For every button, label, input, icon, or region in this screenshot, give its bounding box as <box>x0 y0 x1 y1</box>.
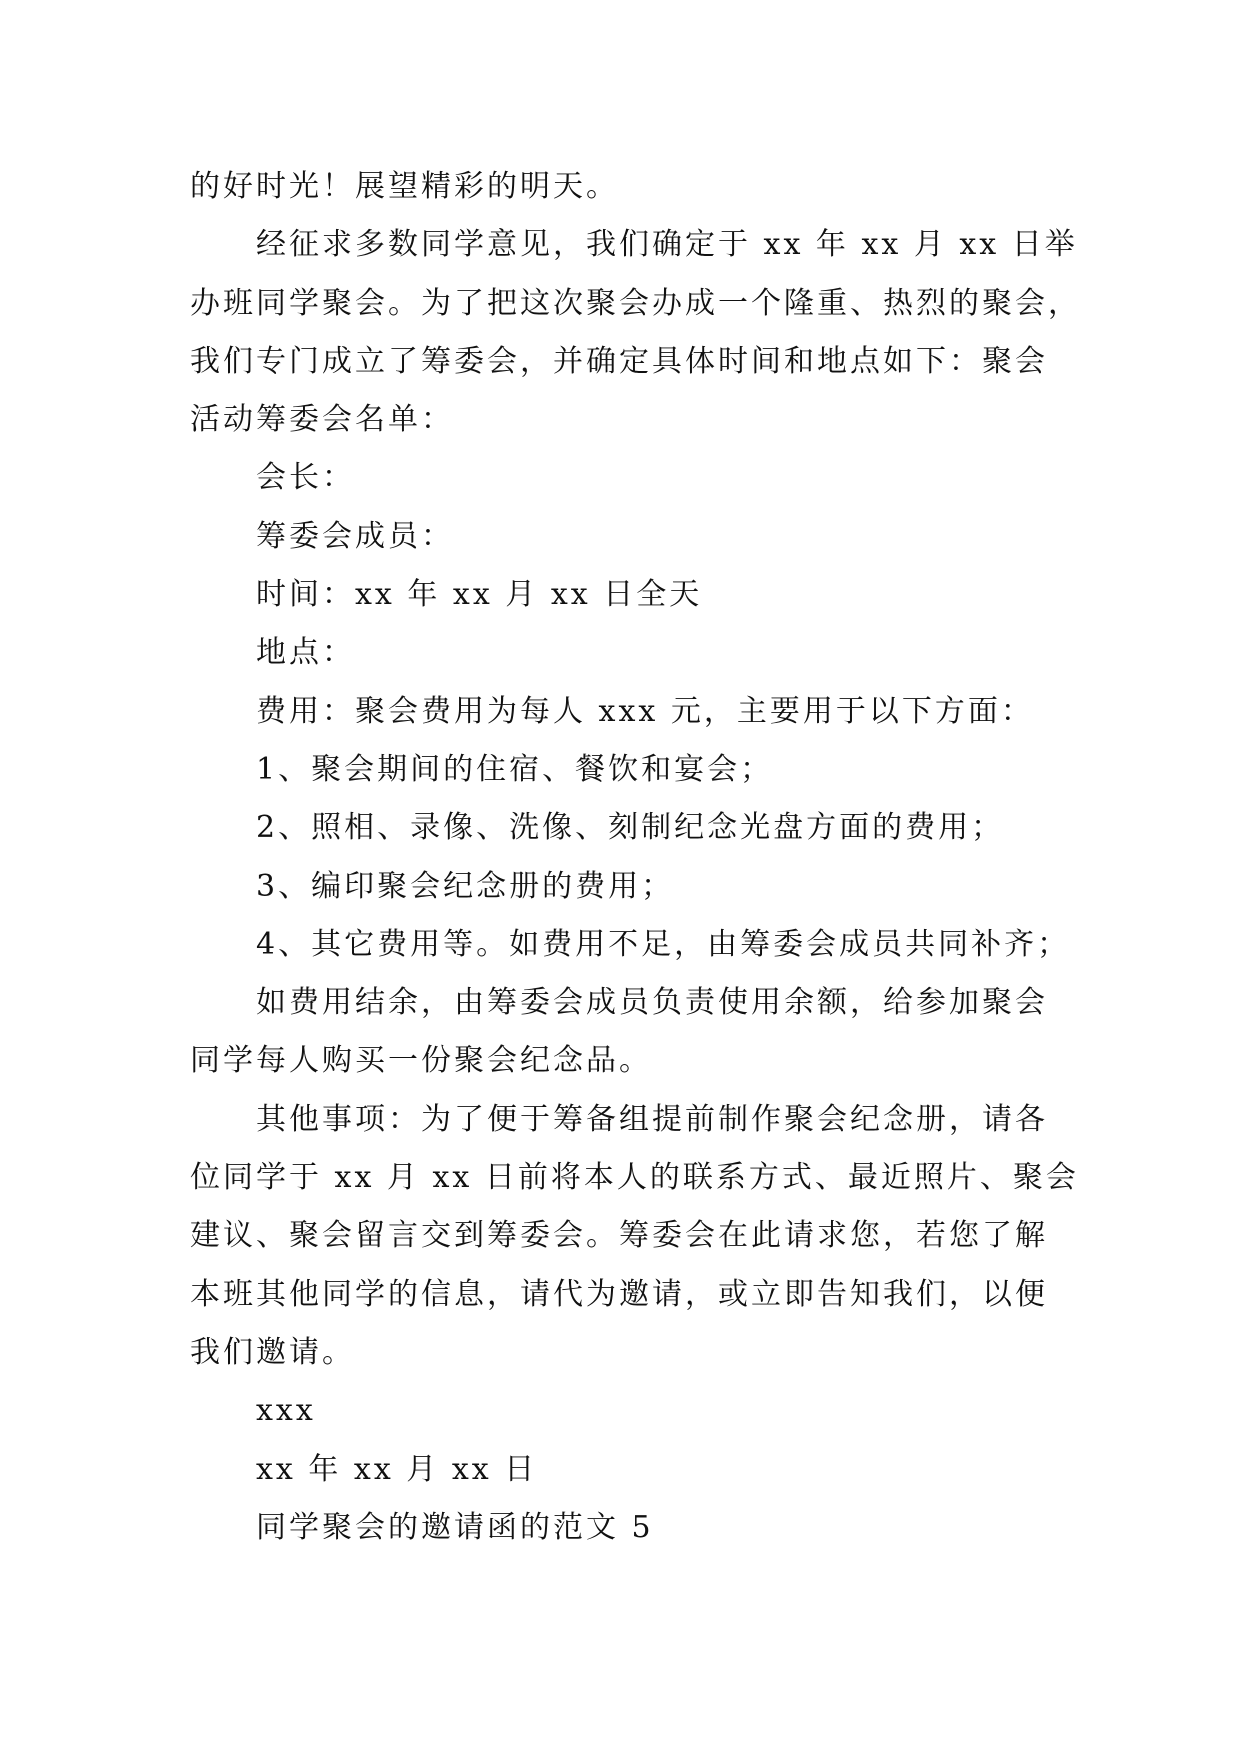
text-line: 本班其他同学的信息，请代为邀请，或立即告知我们，以便 <box>190 1276 1048 1312</box>
document-body <box>190 158 1081 1557</box>
section-heading: 同学聚会的邀请函的范文 5 <box>256 1509 654 1545</box>
text-line: 如费用结余，由筹委会成员负责使用余额，给参加聚会 <box>256 985 1048 1021</box>
text-line: 会长： <box>256 460 355 496</box>
text-line: 时间：xx 年 xx 月 xx 日全天 <box>256 577 703 613</box>
text-line: 3、编印聚会纪念册的费用； <box>256 868 675 904</box>
text-line: 的好时光！展望精彩的明天。 <box>190 169 619 204</box>
signature-date: xx 年 xx 月 xx 日 <box>256 1451 538 1487</box>
text-line: 活动筹委会名单： <box>190 402 454 438</box>
text-line: 同学每人购买一份聚会纪念品。 <box>190 1043 652 1079</box>
text-line: 建议、聚会留言交到筹委会。筹委会在此请求您，若您了解 <box>190 1218 1048 1254</box>
text-line: 我们专门成立了筹委会，并确定具体时间和地点如下：聚会 <box>190 343 1048 379</box>
text-line: 其他事项：为了便于筹备组提前制作聚会纪念册，请各 <box>256 1101 1048 1137</box>
text-line: 4、其它费用等。如费用不足，由筹委会成员共同补齐； <box>256 926 1071 962</box>
text-line: 经征求多数同学意见，我们确定于 xx 年 xx 月 xx 日举 <box>256 227 1078 263</box>
text-line: 地点： <box>256 635 355 671</box>
signature-name: xxx <box>256 1393 316 1429</box>
text-line: 2、照相、录像、洗像、刻制纪念光盘方面的费用； <box>256 810 1005 846</box>
text-line: 办班同学聚会。为了把这次聚会办成一个隆重、热烈的聚会， <box>190 285 1081 321</box>
text-line: 位同学于 xx 月 xx 日前将本人的联系方式、最近照片、聚会 <box>190 1160 1079 1196</box>
text-line: 我们邀请。 <box>190 1334 355 1370</box>
text-line: 费用：聚会费用为每人 xxx 元，主要用于以下方面： <box>256 693 1034 729</box>
text-line: 筹委会成员： <box>256 518 454 554</box>
text-line: 1、聚会期间的住宿、餐饮和宴会； <box>256 751 774 787</box>
